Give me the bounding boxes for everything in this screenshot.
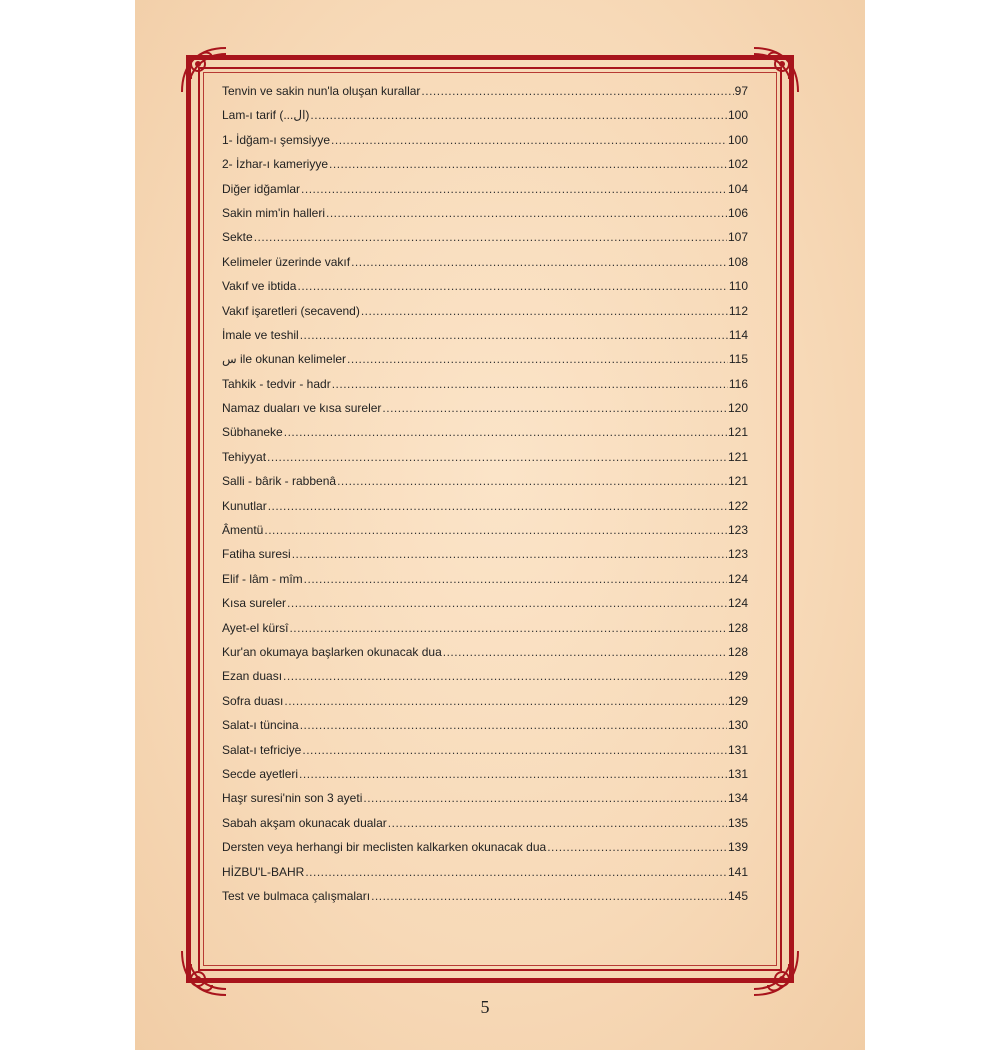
toc-dot-leader — [301, 182, 727, 196]
toc-entry-title: Diğer idğamlar — [222, 181, 301, 196]
toc-entry — [222, 328, 748, 352]
toc-entry — [222, 889, 748, 913]
corner-ornament-icon — [750, 44, 802, 96]
toc-entry-page: 102 — [727, 157, 748, 172]
toc-dot-leader — [292, 547, 727, 561]
toc-entry-title: Sübhaneke — [222, 425, 283, 440]
toc-entry-page: 120 — [727, 401, 748, 416]
toc-dot-leader — [264, 523, 727, 537]
toc-dot-leader — [300, 718, 727, 732]
toc-entry-title: İmale ve teshil — [222, 327, 299, 342]
toc-entry — [222, 230, 748, 254]
toc-entry-title: Sofra duası — [222, 693, 284, 708]
toc-entry-page: 121 — [727, 425, 748, 440]
toc-entry-page: 116 — [728, 376, 748, 391]
toc-entry — [222, 352, 748, 376]
toc-entry-page: 112 — [728, 303, 748, 318]
toc-entry — [222, 767, 748, 791]
toc-entry-page: 124 — [727, 571, 748, 586]
toc-dot-leader — [443, 645, 727, 659]
toc-entry-page: 123 — [727, 523, 748, 538]
toc-entry-title: HİZBU'L-BAHR — [222, 864, 305, 879]
toc-dot-leader — [297, 279, 727, 293]
toc-entry — [222, 401, 748, 425]
corner-ornament-icon — [750, 947, 802, 999]
toc-entry — [222, 474, 748, 498]
toc-entry-page: 129 — [727, 693, 748, 708]
toc-entry — [222, 669, 748, 693]
toc-entry-page: 107 — [727, 230, 748, 245]
toc-entry-title: Kısa sureler — [222, 596, 287, 611]
toc-entry — [222, 547, 748, 571]
toc-entry-page: 121 — [727, 474, 748, 489]
toc-dot-leader — [326, 206, 727, 220]
toc-dot-leader — [267, 450, 727, 464]
toc-entry — [222, 84, 748, 108]
toc-entry-title: Haşr suresi'nin son 3 ayeti — [222, 791, 363, 806]
toc-entry — [222, 133, 748, 157]
toc-entry-page: 110 — [728, 279, 748, 294]
toc-entry — [222, 645, 748, 669]
toc-entry-title: Fatiha suresi — [222, 547, 291, 562]
toc-entry — [222, 182, 748, 206]
toc-entry-title: 2- İzhar-ı kameriyye — [222, 157, 329, 172]
toc-entry — [222, 816, 748, 840]
toc-entry-page: 114 — [728, 327, 748, 342]
toc-dot-leader — [254, 230, 727, 244]
toc-entry — [222, 865, 748, 889]
toc-entry-title: Secde ayetleri — [222, 766, 299, 781]
toc-dot-leader — [283, 669, 727, 683]
toc-entry — [222, 425, 748, 449]
toc-dot-leader — [351, 255, 727, 269]
toc-dot-leader — [332, 377, 728, 391]
toc-entry-title: Elif - lâm - mîm — [222, 571, 303, 586]
toc-dot-leader — [547, 840, 727, 854]
toc-entry — [222, 279, 748, 303]
toc-dot-leader — [329, 157, 727, 171]
toc-dot-leader — [363, 791, 727, 805]
toc-entry-page: 131 — [727, 742, 748, 757]
toc-entry-title: Salli - bârik - rabbenâ — [222, 474, 337, 489]
toc-entry-title: Âmentü — [222, 523, 264, 538]
toc-entry — [222, 718, 748, 742]
toc-dot-leader — [421, 84, 733, 98]
toc-entry-title: Ezan duası — [222, 669, 283, 684]
toc-dot-leader — [382, 401, 727, 415]
table-of-contents — [222, 84, 748, 913]
toc-dot-leader — [299, 767, 727, 781]
toc-dot-leader — [388, 816, 727, 830]
toc-entry-page: 128 — [727, 644, 748, 659]
toc-entry — [222, 255, 748, 279]
toc-entry-page: 139 — [727, 840, 748, 855]
toc-entry-title: Salat-ı tefriciye — [222, 742, 302, 757]
toc-entry-title: Kur'an okumaya başlarken okunacak dua — [222, 644, 442, 659]
toc-dot-leader — [287, 596, 727, 610]
toc-entry — [222, 450, 748, 474]
toc-entry-title: Sabah akşam okunacak dualar — [222, 815, 387, 830]
toc-entry-page: 131 — [727, 766, 748, 781]
toc-entry-page: 122 — [727, 498, 748, 513]
toc-entry-title: Tahkik - tedvir - hadr — [222, 376, 331, 391]
toc-entry-title: Vakıf ve ibtida — [222, 279, 297, 294]
toc-entry-title: Salat-ı tüncina — [222, 718, 299, 733]
toc-entry — [222, 791, 748, 815]
toc-entry-title: Sakin mim'in halleri — [222, 205, 325, 220]
toc-entry — [222, 694, 748, 718]
toc-entry-page: 134 — [727, 791, 748, 806]
toc-entry — [222, 377, 748, 401]
toc-entry-page: 97 — [734, 84, 748, 98]
toc-dot-leader — [337, 474, 727, 488]
toc-entry — [222, 499, 748, 523]
toc-entry-page: 128 — [727, 620, 748, 635]
toc-entry-page: 115 — [728, 352, 748, 367]
toc-entry-title: Kelimeler üzerinde vakıf — [222, 254, 351, 269]
toc-entry — [222, 523, 748, 547]
toc-entry-title: Namaz duaları ve kısa sureler — [222, 401, 382, 416]
toc-entry-title: Tenvin ve sakin nun'la oluşan kurallar — [222, 84, 421, 98]
toc-entry-title: 1- İdğam-ı şemsiyye — [222, 132, 331, 147]
toc-entry — [222, 157, 748, 181]
toc-entry — [222, 304, 748, 328]
toc-dot-leader — [284, 425, 727, 439]
toc-entry — [222, 840, 748, 864]
toc-entry-title: Vakıf işaretleri (secavend) — [222, 303, 360, 318]
toc-entry-title: Kunutlar — [222, 498, 267, 513]
toc-entry-title: Tehiyyat — [222, 449, 267, 464]
toc-entry-page: 106 — [727, 205, 748, 220]
toc-dot-leader — [289, 621, 727, 635]
toc-dot-leader — [361, 304, 728, 318]
toc-entry-page: 123 — [727, 547, 748, 562]
toc-entry — [222, 596, 748, 620]
toc-dot-leader — [268, 499, 727, 513]
toc-dot-leader — [300, 328, 728, 342]
toc-dot-leader — [310, 108, 727, 122]
toc-entry-page: 129 — [727, 669, 748, 684]
toc-entry-page: 145 — [727, 888, 748, 903]
toc-dot-leader — [284, 694, 727, 708]
toc-dot-leader — [305, 865, 727, 879]
toc-entry — [222, 206, 748, 230]
toc-dot-leader — [371, 889, 727, 903]
toc-entry-page: 121 — [727, 449, 748, 464]
toc-dot-leader — [347, 352, 728, 366]
toc-entry-title: Sekte — [222, 230, 253, 245]
toc-entry-title: Dersten veya herhangi bir meclisten kalkarken okunacak dua — [222, 840, 547, 855]
corner-ornament-icon — [178, 947, 230, 999]
toc-entry-title: Lam-ı tarif (...ال) — [222, 108, 310, 123]
toc-entry-page: 135 — [727, 815, 748, 830]
toc-entry-page: 141 — [727, 864, 748, 879]
toc-dot-leader — [304, 572, 727, 586]
toc-dot-leader — [302, 743, 727, 757]
toc-entry-page: 104 — [727, 181, 748, 196]
toc-entry-title: Test ve bulmaca çalışmaları — [222, 888, 371, 903]
toc-entry-title: س ile okunan kelimeler — [222, 352, 347, 367]
toc-entry-page: 124 — [727, 596, 748, 611]
toc-entry-page: 130 — [727, 718, 748, 733]
toc-dot-leader — [331, 133, 727, 147]
toc-entry — [222, 572, 748, 596]
toc-entry-title: Ayet-el kürsî — [222, 620, 289, 635]
toc-entry — [222, 108, 748, 132]
toc-entry — [222, 743, 748, 767]
toc-entry-page: 100 — [727, 132, 748, 147]
toc-entry-page: 100 — [727, 108, 748, 123]
page-number: 5 — [480, 997, 490, 1017]
toc-entry-page: 108 — [727, 254, 748, 269]
toc-entry — [222, 621, 748, 645]
